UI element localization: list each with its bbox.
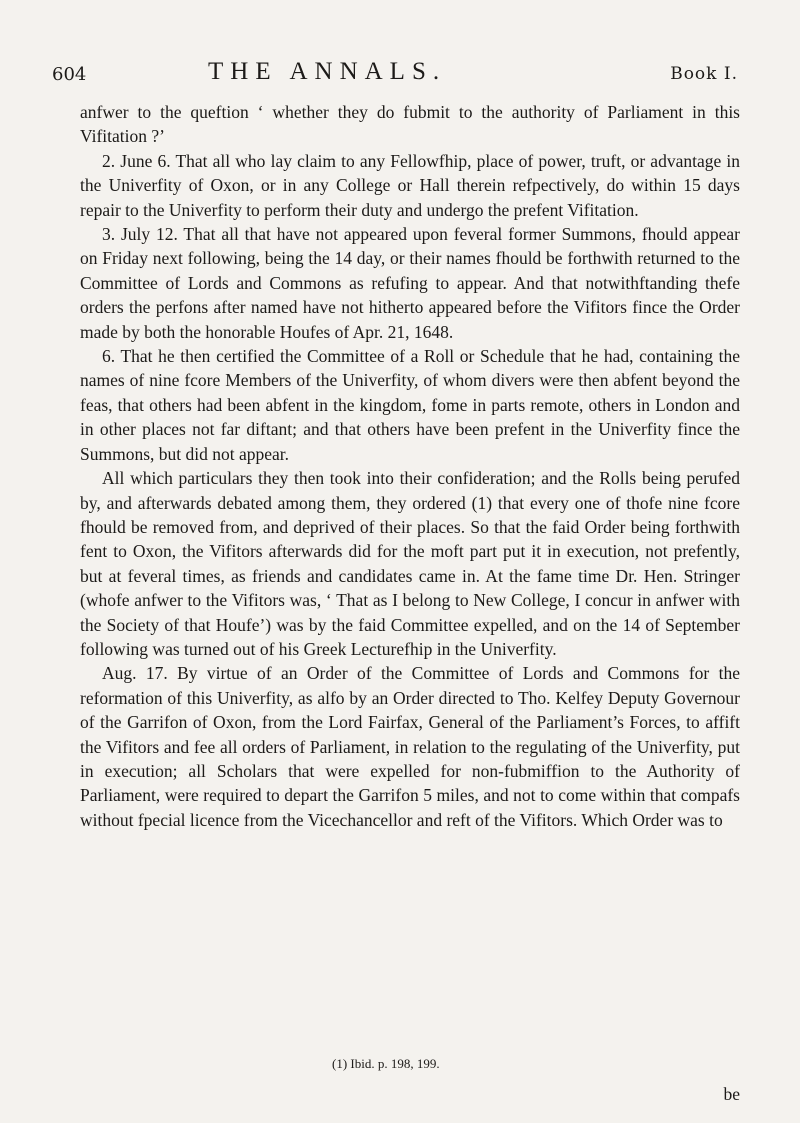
body-text: [80, 100, 740, 832]
catchword: be: [723, 1084, 740, 1104]
paragraph: All which particulars they then took into their confideration; and the Rolls being perufed by, and afterwards debated among them, they ordered (1) that every one of thofe nine fcore fhould be removed from, and deprived of their places. So that the faid Order being forthwith fent to Oxon, the Vifitors afterwards did for the moft part put it in execution, not prefently, but at feveral times, as friends and candidates came in. At the fame time Dr. Hen. Stringer (whofe anfwer to the Vifitors was, ‘ That as I belong to New College, I concur in anfwer with the Society of that Houfe’) was by the faid Committee expelled, and on the 14 of September following was turned out of his Greek Lecturefhip in the Univerfity.: [80, 468, 740, 659]
paragraph: 2. June 6. That all who lay claim to any Fellowfhip, place of power, truft, or advantage in the Univerfity of Oxon, or in any College or Hall therein refpectively, do within 15 days repair to the Univerfity to perform their duty and undergo the prefent Vifitation.: [80, 150, 740, 220]
book-label: Book I.: [670, 64, 738, 84]
page-number: 604: [52, 64, 87, 85]
paragraph: Aug. 17. By virtue of an Order of the Committee of Lords and Commons for the reformation of this Univerfity, as alfo by an Order directed to Tho. Kelfey Deputy Governour of the Garrifon of Oxon, from the Lord Fairfax, General of the Parliament’s Forces, to affift the Vifitors and fee all orders of Parliament, in relation to the regulating of the Univerfity, put in execution; all Scholars that were expelled for non-fubmiffion to the Authority of Parliament, were required to depart the Garrifon 5 miles, and not to come within that compafs without fpecial licence from the Vicechancellor and reft of the Vifitors. Which Order was to: [80, 663, 740, 830]
paragraph: 3. July 12. That all that have not appeared upon feveral former Summons, fhould appear on Friday next following, being the 14 day, or their names fhould be forthwith returned to the Committee of Lords and Commons as refufing to appear. And that notwithftanding thefe orders the perfons after named have not hitherto appeared before the Vifitors fince the Order made by both the honorable Houfes of Apr. 21, 1648.: [80, 224, 740, 342]
running-title: THE ANNALS.: [208, 58, 447, 85]
paragraph: 6. That he then certified the Committee of a Roll or Schedule that he had, containing the names of nine fcore Members of the Univerfity, of whom divers were then abfent beyond the feas, that others had been abfent in the kingdom, fome in parts remote, others in London and in other places not far diftant; and that others have been prefent in the Univerfity fince the Summons, but did not appear.: [80, 346, 740, 464]
footnote: (1) Ibid. p. 198, 199.: [332, 1056, 440, 1071]
page-header: [48, 58, 738, 86]
paragraph: anfwer to the queftion ‘ whether they do fubmit to the authority of Parliament in this Vifitation ?’: [80, 102, 740, 147]
